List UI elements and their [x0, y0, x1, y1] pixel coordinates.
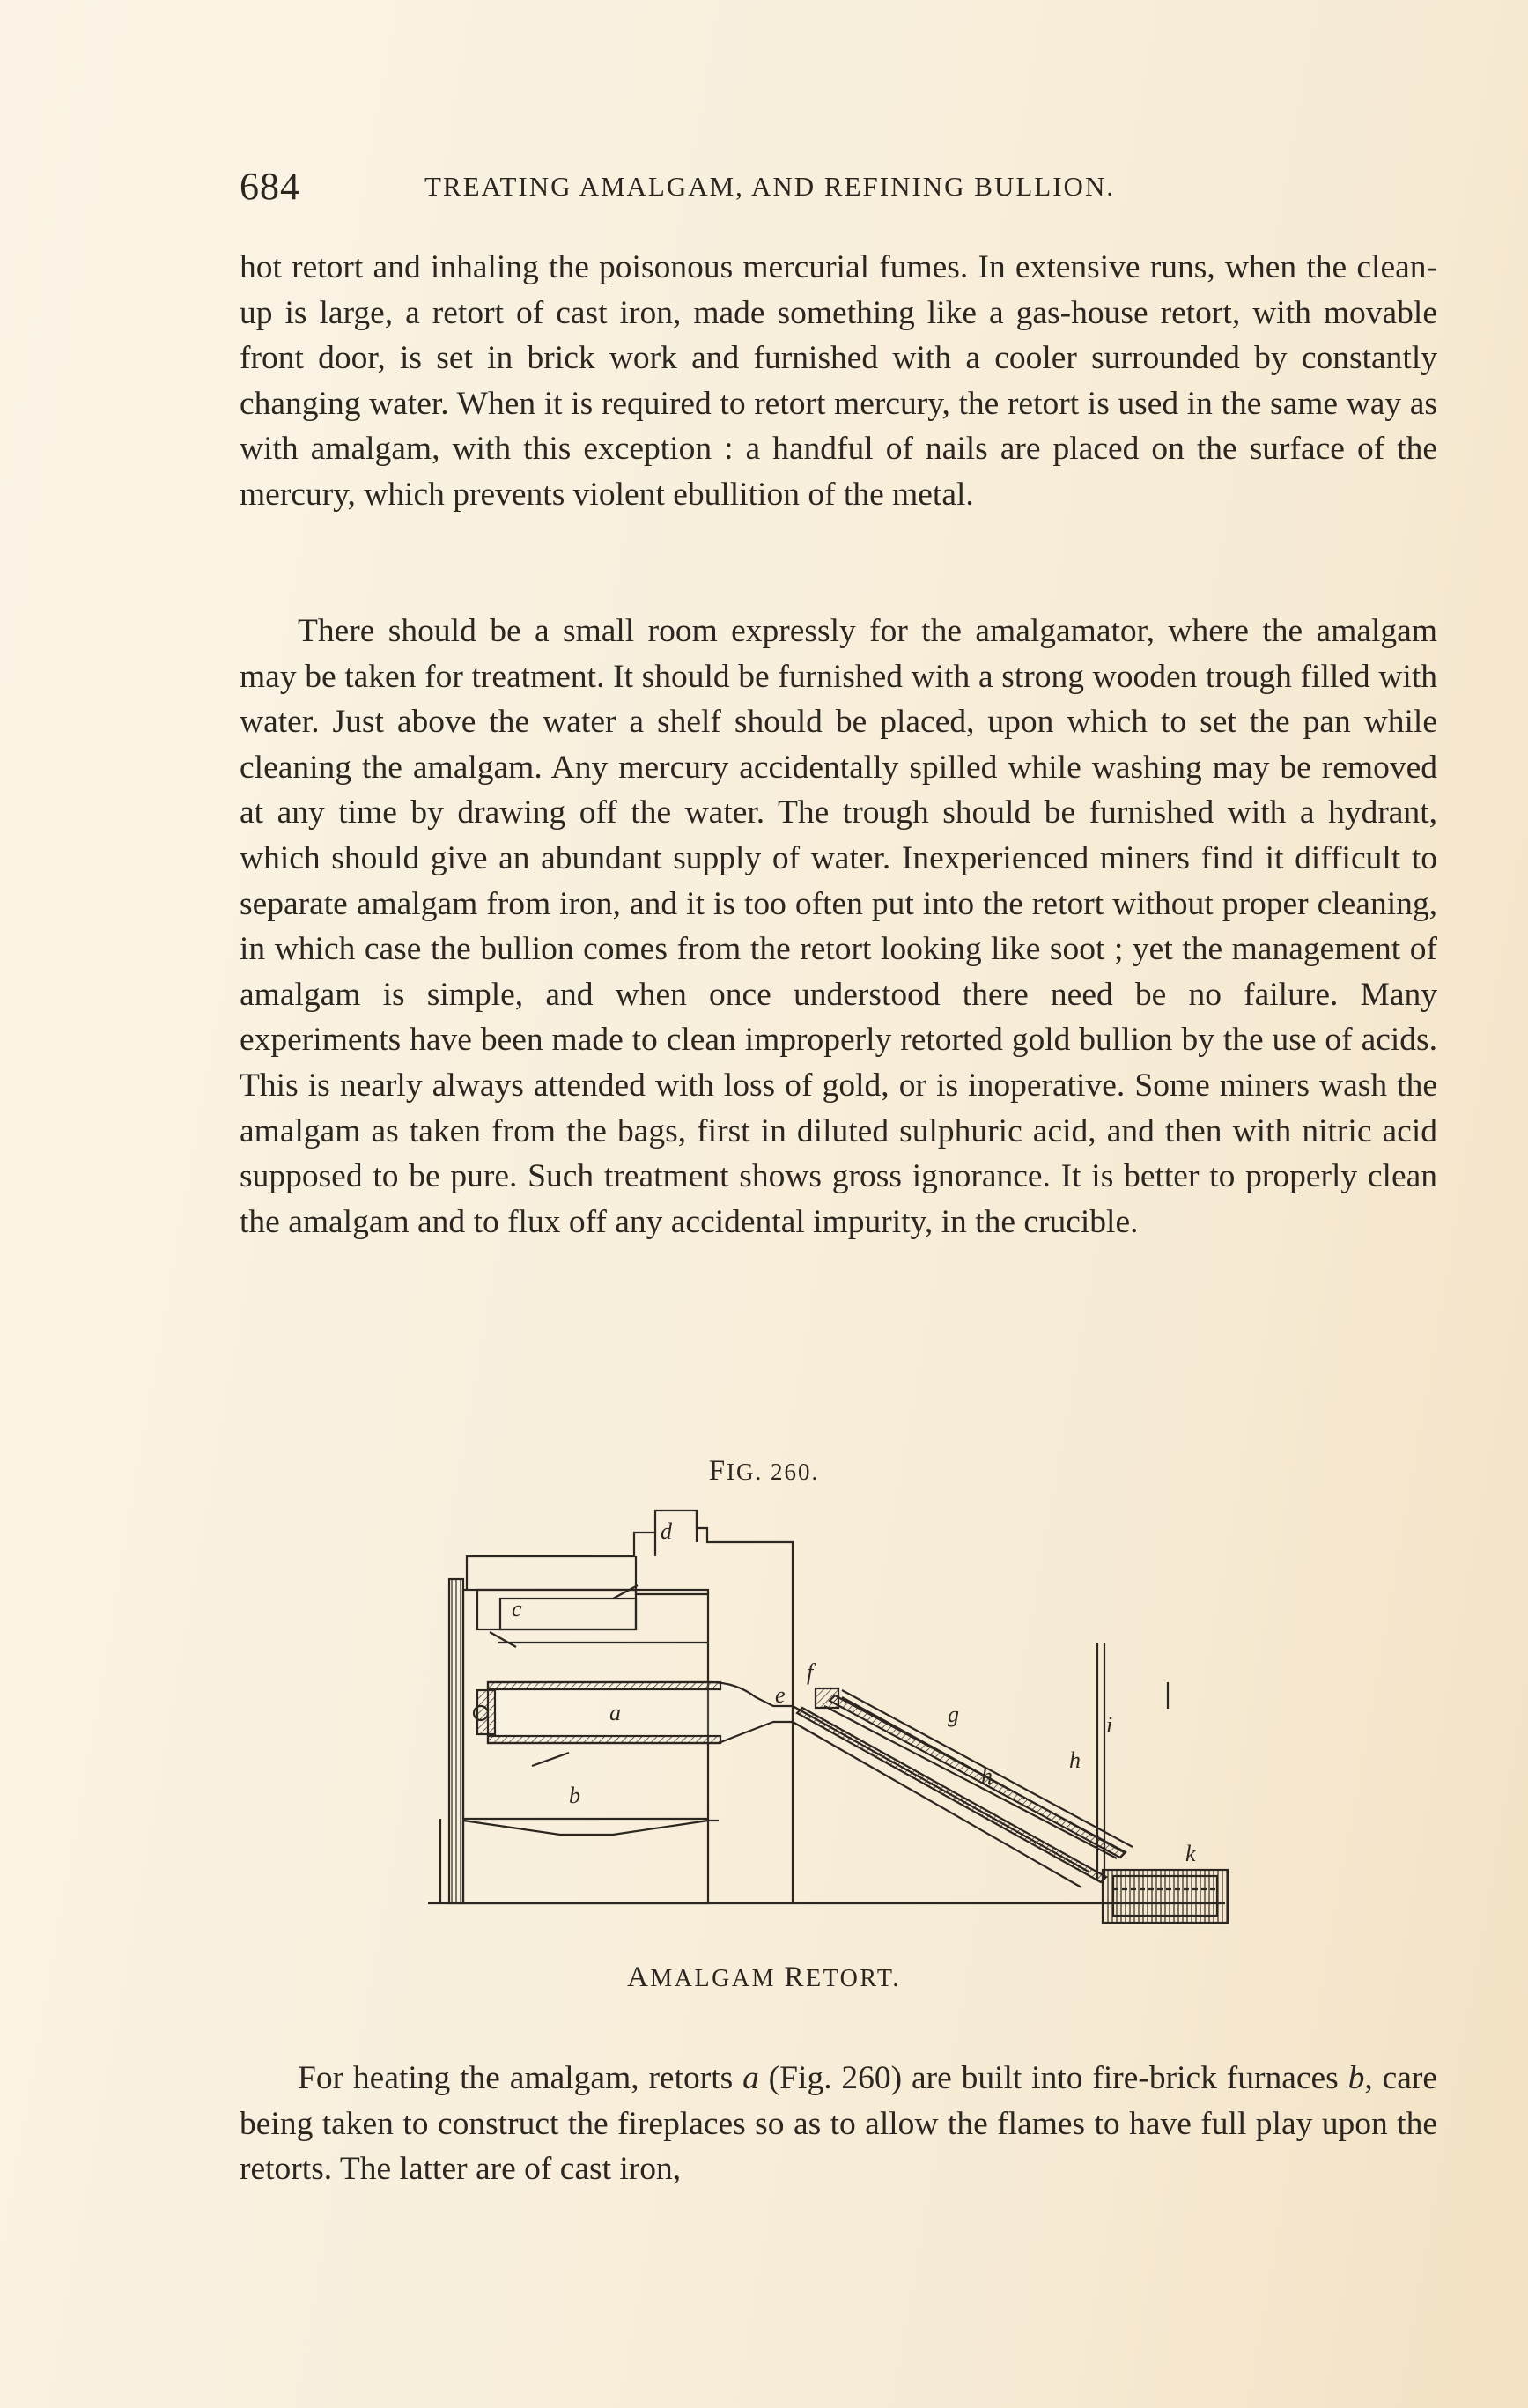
figure-caption: AMALGAM RETORT.	[627, 1961, 901, 1993]
letter-c: c	[512, 1596, 522, 1621]
furnace-wall	[449, 1579, 463, 1903]
letter-k: k	[1185, 1841, 1196, 1866]
letter-e: e	[775, 1682, 786, 1708]
letter-g: g	[948, 1702, 959, 1727]
letter-h-lower: h	[981, 1763, 993, 1789]
ref-b: b	[1347, 2060, 1365, 2096]
amalgam-retort-figure	[428, 1502, 1231, 1942]
letter-a: a	[609, 1700, 621, 1725]
retort-door	[477, 1690, 495, 1734]
page-header	[240, 164, 1244, 208]
letter-i: i	[1106, 1712, 1113, 1738]
paragraph-3: For heating the amalgam, retorts a (Fig. 260) are built into fire-brick furnaces b, care being taken to construct the fireplaces so as to allow the flames to have full play upon the retorts. The latter are of cast iron,	[240, 2060, 1438, 2188]
pipe-f	[816, 1688, 838, 1708]
ref-a: a	[742, 2060, 759, 2096]
inclined-pipes	[793, 1690, 1133, 1887]
letter-d: d	[661, 1518, 672, 1544]
paragraph-2: There should be a small room expressly for the amalgamator, where the amalgam may be taken for treatment. It should be furnished with a strong wooden trough filled with water. Just above the water a shelf should be placed, upon which to set the pan while cleaning the amalgam. Any mercury accidentally spilled while washing may be removed at any time by drawing off the water. The trough should be furnished with a hydrant, which should give an abundant supply of water. Inexperienced miners find it difficult to separate amalgam from iron, and it is too often put into the retort without proper cleaning, in which case the bullion comes from the retort looking like soot ; yet the management of amalgam is simple, and when once understood there need be no failure. Many experiments have been made to clean improperly retorted gold bullion by the use of acids. This is nearly always attended with loss of gold, or is inoperative. Some miners wash the amalgam as taken from the bags, first in diluted sulphuric acid, and then with nitric acid supposed to be pure. Such treatment shows gross ignorance. It is better to properly clean the amalgam and to flux off any accidental impurity, in the crucible.	[240, 613, 1437, 1240]
letter-h-upper: h	[1069, 1747, 1081, 1773]
retort-a	[488, 1682, 793, 1743]
page-number: 684	[240, 165, 300, 208]
grate	[463, 1821, 708, 1835]
letter-b: b	[569, 1783, 580, 1808]
running-title: TREATING AMALGAM, AND REFINING BULLION.	[424, 171, 1116, 202]
letter-f: f	[807, 1659, 814, 1685]
figure-label: FIG. 260.	[708, 1455, 820, 1487]
paragraph-1: hot retort and inhaling the poisonous mercurial fumes. In extensive runs, when the clean-up is large, a retort of cast iron, made something like a gas-house retort, with movable front door, is set in brick work and furnished with a cooler surrounded by constantly changing water. When it is required to retort mercury, the retort is used in the same way as with amalgam, with this exception : a handful of nails are placed on the surface of the mercury, which prevents violent ebullition of the metal.	[240, 249, 1437, 513]
